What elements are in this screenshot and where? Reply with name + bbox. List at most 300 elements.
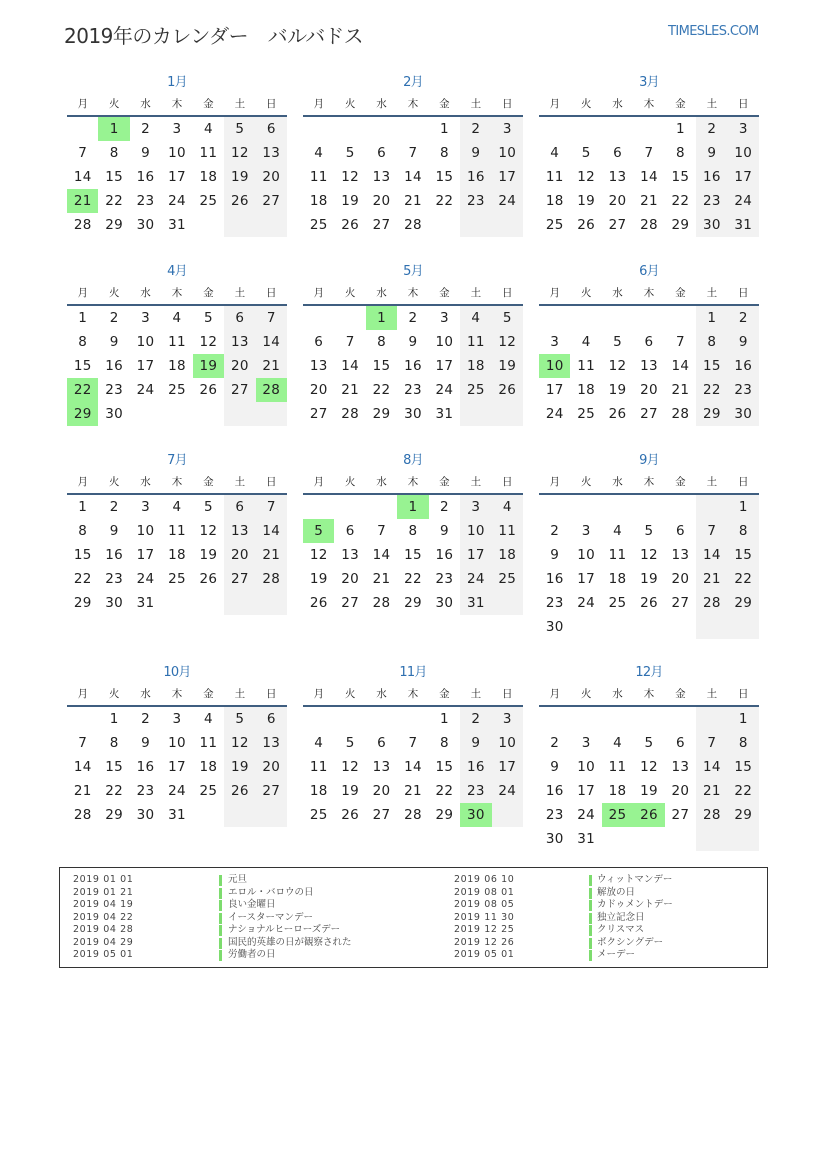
weekday-label: 火 <box>580 688 592 700</box>
day-cell: 23 <box>105 571 124 587</box>
day-cell: 18 <box>309 193 328 209</box>
day-cell: 11 <box>199 145 218 161</box>
day-cell: 8 <box>728 731 759 755</box>
day-cell: 26 <box>341 217 360 233</box>
empty-cell <box>67 117 98 141</box>
legend-date: 2019 11 30 <box>454 911 515 923</box>
day-cell: 17 <box>545 382 564 398</box>
day-cell: 4 <box>492 495 523 519</box>
day-cell: 15 <box>671 169 690 185</box>
day-cell: 22 <box>435 193 454 209</box>
day-cell: 3 <box>581 523 591 539</box>
day-cell: 29 <box>105 217 124 233</box>
day-cell: 30 <box>728 402 759 426</box>
day-cell: 8 <box>78 334 88 350</box>
site-logo[interactable]: TIMESLES.COM <box>668 24 759 39</box>
day-cell: 15 <box>728 543 759 567</box>
empty-cell <box>193 803 224 827</box>
empty-cell <box>366 707 397 731</box>
empty-cell <box>303 707 334 731</box>
day-cell: 2 <box>550 735 560 751</box>
day-cell: 14 <box>404 169 422 185</box>
weekday-label: 金 <box>203 98 214 110</box>
day-cell: 22 <box>372 382 391 398</box>
legend-holiday-name: 独立記念日 <box>597 911 645 923</box>
holiday-cell: 19 <box>193 354 224 378</box>
day-cell: 22 <box>696 378 727 402</box>
empty-cell <box>130 402 161 426</box>
day-cell: 29 <box>671 217 690 233</box>
weekday-label: 月 <box>549 476 560 488</box>
day-cell: 22 <box>105 783 124 799</box>
day-cell: 18 <box>608 571 627 587</box>
day-cell: 17 <box>168 169 186 185</box>
day-cell: 28 <box>372 595 391 611</box>
day-cell: 21 <box>671 382 690 398</box>
day-cell: 2 <box>696 117 727 141</box>
day-cell: 31 <box>577 831 596 847</box>
day-cell: 7 <box>408 735 418 751</box>
weekday-label: 火 <box>344 287 356 299</box>
day-cell: 31 <box>728 213 759 237</box>
day-cell: 18 <box>199 759 218 775</box>
day-cell: 15 <box>105 169 124 185</box>
day-cell: 15 <box>73 547 92 563</box>
month-name: 8月 <box>403 453 423 468</box>
empty-cell <box>303 495 334 519</box>
day-cell: 6 <box>377 145 386 161</box>
day-cell: 29 <box>696 402 727 426</box>
weekday-label: 土 <box>234 287 246 299</box>
day-cell: 13 <box>341 547 360 563</box>
day-cell: 13 <box>671 547 690 563</box>
empty-cell <box>334 707 365 731</box>
empty-cell <box>665 615 696 639</box>
empty-cell <box>602 306 633 330</box>
day-cell: 3 <box>728 117 759 141</box>
day-cell: 14 <box>73 169 92 185</box>
weekday-label: 月 <box>313 476 324 488</box>
day-cell: 1 <box>696 306 727 330</box>
weekday-label: 金 <box>675 287 686 299</box>
day-cell: 26 <box>199 382 218 398</box>
day-cell: 17 <box>460 543 491 567</box>
day-cell: 28 <box>640 217 658 233</box>
weekday-label: 木 <box>407 287 419 299</box>
day-cell: 11 <box>460 330 491 354</box>
day-cell: 23 <box>136 783 155 799</box>
day-cell: 17 <box>728 165 759 189</box>
day-cell: 27 <box>256 189 287 213</box>
empty-cell <box>602 827 633 851</box>
day-cell: 3 <box>492 117 523 141</box>
day-cell: 9 <box>439 523 449 539</box>
weekday-label: 月 <box>77 476 88 488</box>
weekday-label: 水 <box>376 476 387 488</box>
day-cell: 19 <box>640 783 658 799</box>
month-block <box>303 662 523 827</box>
day-cell: 24 <box>168 783 186 799</box>
day-cell: 15 <box>73 358 92 374</box>
day-cell: 25 <box>492 567 523 591</box>
day-cell: 10 <box>492 731 523 755</box>
day-cell: 4 <box>172 310 182 326</box>
day-cell: 28 <box>256 567 287 591</box>
empty-cell <box>539 495 570 519</box>
day-cell: 20 <box>341 571 360 587</box>
day-cell: 1 <box>439 121 449 137</box>
day-cell: 1 <box>728 707 759 731</box>
weekday-header <box>67 93 287 117</box>
empty-cell <box>303 117 334 141</box>
day-cell: 28 <box>696 803 727 827</box>
weekday-label: 水 <box>140 287 151 299</box>
day-cell: 5 <box>613 334 622 350</box>
weekday-label: 日 <box>737 287 749 299</box>
empty-cell <box>334 495 365 519</box>
day-cell: 29 <box>728 591 759 615</box>
weekday-label: 木 <box>407 476 419 488</box>
weekday-label: 水 <box>376 98 387 110</box>
day-cell: 12 <box>341 169 360 185</box>
day-cell: 30 <box>105 595 124 611</box>
empty-cell <box>492 402 523 426</box>
day-cell: 27 <box>224 378 255 402</box>
legend-holiday-name: 国民的英雄の日が観察された <box>228 936 352 948</box>
empty-cell <box>570 707 601 731</box>
day-cell: 5 <box>345 735 355 751</box>
empty-cell <box>429 213 460 237</box>
day-cell: 23 <box>545 807 564 823</box>
day-cell: 17 <box>168 759 186 775</box>
day-cell: 30 <box>136 217 155 233</box>
day-cell: 18 <box>199 169 218 185</box>
legend-marker <box>589 925 592 936</box>
day-cell: 16 <box>460 165 491 189</box>
legend-date: 2019 04 19 <box>73 899 134 910</box>
day-cell: 19 <box>341 783 360 799</box>
day-cell: 16 <box>136 759 155 775</box>
weekday-label: 日 <box>501 98 513 110</box>
day-cell: 16 <box>435 547 454 563</box>
weekday-label: 火 <box>344 98 356 110</box>
day-cell: 23 <box>460 779 491 803</box>
holiday-cell: 21 <box>67 189 98 213</box>
day-cell: 27 <box>608 217 627 233</box>
legend-holiday-name: ボクシングデー <box>597 936 664 948</box>
holiday-cell: 1 <box>397 495 428 519</box>
day-cell: 8 <box>109 145 119 161</box>
weekday-label: 木 <box>171 688 183 700</box>
day-cell: 13 <box>224 519 255 543</box>
day-cell: 5 <box>345 145 355 161</box>
empty-cell <box>728 615 759 639</box>
day-cell: 1 <box>109 711 119 727</box>
legend-holiday-name: 元旦 <box>228 874 248 885</box>
weekday-label: 金 <box>439 98 450 110</box>
day-cell: 24 <box>136 382 155 398</box>
day-cell: 9 <box>109 523 119 539</box>
weekday-label: 火 <box>108 688 120 700</box>
day-cell: 19 <box>608 382 627 398</box>
day-cell: 29 <box>435 807 454 823</box>
day-cell: 26 <box>224 189 255 213</box>
empty-cell <box>539 306 570 330</box>
day-cell: 10 <box>136 523 155 539</box>
day-cell: 3 <box>550 334 560 350</box>
weekday-label: 日 <box>501 287 513 299</box>
weekday-label: 土 <box>234 476 246 488</box>
day-cell: 30 <box>696 213 727 237</box>
day-cell: 12 <box>199 334 218 350</box>
empty-cell <box>602 615 633 639</box>
legend-marker <box>219 875 222 886</box>
day-cell: 4 <box>203 121 213 137</box>
weekday-label: 土 <box>706 476 718 488</box>
day-cell: 8 <box>109 735 119 751</box>
day-cell: 15 <box>728 755 759 779</box>
day-cell: 19 <box>577 193 596 209</box>
weekday-label: 金 <box>439 287 450 299</box>
day-grid <box>539 707 759 851</box>
day-cell: 10 <box>168 145 186 161</box>
weekday-label: 土 <box>234 688 246 700</box>
day-cell: 8 <box>408 523 418 539</box>
day-cell: 18 <box>545 193 564 209</box>
day-cell: 6 <box>644 334 654 350</box>
weekday-label: 水 <box>140 688 151 700</box>
day-cell: 21 <box>696 567 727 591</box>
weekday-label: 月 <box>313 688 324 700</box>
day-cell: 31 <box>168 807 186 823</box>
weekday-label: 月 <box>77 98 88 110</box>
day-cell: 18 <box>168 547 186 563</box>
weekday-label: 金 <box>675 476 686 488</box>
day-cell: 28 <box>73 217 92 233</box>
day-cell: 28 <box>696 591 727 615</box>
legend-holiday-name: クリスマス <box>597 924 645 935</box>
day-cell: 12 <box>492 330 523 354</box>
empty-cell <box>633 117 664 141</box>
day-cell: 22 <box>728 567 759 591</box>
day-cell: 30 <box>105 406 124 422</box>
day-cell: 24 <box>435 382 454 398</box>
day-cell: 30 <box>404 406 422 422</box>
day-cell: 7 <box>78 145 88 161</box>
empty-cell <box>397 117 428 141</box>
weekday-label: 火 <box>580 98 592 110</box>
legend-marker <box>589 938 592 949</box>
legend-holiday-name: イースターマンデー <box>228 911 314 923</box>
day-cell: 27 <box>256 779 287 803</box>
day-cell: 26 <box>224 779 255 803</box>
day-cell: 8 <box>675 145 685 161</box>
month-name: 1月 <box>167 75 187 90</box>
day-cell: 12 <box>640 759 658 775</box>
day-cell: 17 <box>492 755 523 779</box>
empty-cell <box>602 707 633 731</box>
day-cell: 14 <box>256 519 287 543</box>
day-cell: 7 <box>675 334 685 350</box>
day-cell: 14 <box>640 169 658 185</box>
empty-cell <box>224 402 255 426</box>
day-cell: 4 <box>550 145 560 161</box>
day-cell: 8 <box>439 145 449 161</box>
holiday-cell: 22 <box>67 378 98 402</box>
weekday-header <box>539 683 759 707</box>
weekday-label: 木 <box>171 476 183 488</box>
day-cell: 21 <box>73 783 92 799</box>
day-cell: 19 <box>224 165 255 189</box>
day-cell: 14 <box>73 759 92 775</box>
day-cell: 10 <box>728 141 759 165</box>
day-grid <box>67 306 287 426</box>
day-cell: 27 <box>309 406 328 422</box>
day-cell: 24 <box>577 807 596 823</box>
empty-cell <box>366 117 397 141</box>
day-cell: 27 <box>640 406 658 422</box>
weekday-label: 火 <box>344 476 356 488</box>
day-cell: 23 <box>696 189 727 213</box>
day-cell: 7 <box>256 495 287 519</box>
day-cell: 13 <box>372 759 391 775</box>
empty-cell <box>633 306 664 330</box>
day-cell: 16 <box>105 547 124 563</box>
weekday-header <box>67 683 287 707</box>
empty-cell <box>256 213 287 237</box>
day-cell: 12 <box>577 169 596 185</box>
day-cell: 9 <box>460 731 491 755</box>
day-cell: 10 <box>435 334 454 350</box>
day-cell: 14 <box>256 330 287 354</box>
day-cell: 21 <box>256 543 287 567</box>
weekday-label: 火 <box>108 98 120 110</box>
day-cell: 13 <box>256 141 287 165</box>
day-cell: 10 <box>168 735 186 751</box>
day-cell: 2 <box>460 117 491 141</box>
weekday-label: 日 <box>265 287 277 299</box>
empty-cell <box>334 306 365 330</box>
weekday-label: 土 <box>470 98 482 110</box>
weekday-label: 日 <box>265 98 277 110</box>
empty-cell <box>633 827 664 851</box>
weekday-label: 金 <box>675 688 686 700</box>
day-cell: 4 <box>314 145 324 161</box>
day-cell: 17 <box>577 783 596 799</box>
weekday-label: 木 <box>171 287 183 299</box>
weekday-label: 金 <box>203 688 214 700</box>
day-grid <box>67 117 287 237</box>
legend-marker <box>219 913 222 924</box>
day-cell: 12 <box>608 358 627 374</box>
day-cell: 24 <box>136 571 155 587</box>
day-cell: 1 <box>78 310 88 326</box>
day-cell: 4 <box>172 499 182 515</box>
weekday-label: 月 <box>549 287 560 299</box>
day-cell: 1 <box>78 499 88 515</box>
day-cell: 24 <box>492 779 523 803</box>
empty-cell <box>193 591 224 615</box>
weekday-label: 月 <box>549 98 560 110</box>
day-cell: 24 <box>545 406 564 422</box>
legend-marker <box>219 950 222 961</box>
day-cell: 11 <box>545 169 564 185</box>
day-cell: 28 <box>404 807 422 823</box>
day-cell: 20 <box>372 783 391 799</box>
weekday-label: 土 <box>470 287 482 299</box>
day-grid <box>67 495 287 615</box>
day-cell: 22 <box>404 571 422 587</box>
weekday-label: 水 <box>612 287 623 299</box>
weekday-label: 火 <box>580 287 592 299</box>
month-block <box>67 450 287 615</box>
empty-cell <box>224 213 255 237</box>
legend-holiday-name: エロル・バロウの日 <box>228 886 314 898</box>
day-cell: 9 <box>550 759 560 775</box>
weekday-header <box>303 683 523 707</box>
day-cell: 3 <box>581 735 591 751</box>
weekday-label: 土 <box>470 476 482 488</box>
day-cell: 25 <box>545 217 564 233</box>
weekday-label: 木 <box>171 98 183 110</box>
day-cell: 11 <box>608 759 627 775</box>
day-cell: 18 <box>309 783 328 799</box>
weekday-label: 火 <box>108 287 120 299</box>
day-cell: 5 <box>203 310 213 326</box>
day-cell: 5 <box>224 117 255 141</box>
month-block <box>303 450 523 615</box>
day-cell: 21 <box>404 783 422 799</box>
day-cell: 15 <box>435 169 454 185</box>
day-cell: 1 <box>439 711 449 727</box>
weekday-label: 水 <box>140 98 151 110</box>
day-cell: 9 <box>408 334 418 350</box>
empty-cell <box>539 117 570 141</box>
month-block <box>303 261 523 426</box>
empty-cell <box>696 827 727 851</box>
weekday-header <box>303 282 523 306</box>
day-cell: 10 <box>577 759 596 775</box>
month-name: 2月 <box>403 75 423 90</box>
day-cell: 12 <box>341 759 360 775</box>
day-cell: 26 <box>309 595 328 611</box>
weekday-header <box>539 93 759 117</box>
day-cell: 7 <box>696 519 727 543</box>
weekday-label: 日 <box>737 98 749 110</box>
day-cell: 9 <box>696 141 727 165</box>
day-cell: 24 <box>168 193 186 209</box>
day-cell: 3 <box>492 707 523 731</box>
day-cell: 6 <box>345 523 355 539</box>
day-cell: 20 <box>671 783 690 799</box>
day-cell: 9 <box>728 330 759 354</box>
day-grid <box>303 306 523 426</box>
empty-cell <box>224 803 255 827</box>
day-cell: 20 <box>372 193 391 209</box>
day-cell: 20 <box>608 193 627 209</box>
day-cell: 29 <box>372 406 391 422</box>
day-cell: 8 <box>439 735 449 751</box>
day-cell: 7 <box>78 735 88 751</box>
day-cell: 2 <box>109 310 119 326</box>
day-cell: 20 <box>256 755 287 779</box>
month-block <box>67 662 287 827</box>
day-cell: 9 <box>141 735 150 751</box>
day-cell: 2 <box>408 310 418 326</box>
day-cell: 15 <box>372 358 391 374</box>
day-grid <box>539 117 759 237</box>
day-cell: 20 <box>256 165 287 189</box>
